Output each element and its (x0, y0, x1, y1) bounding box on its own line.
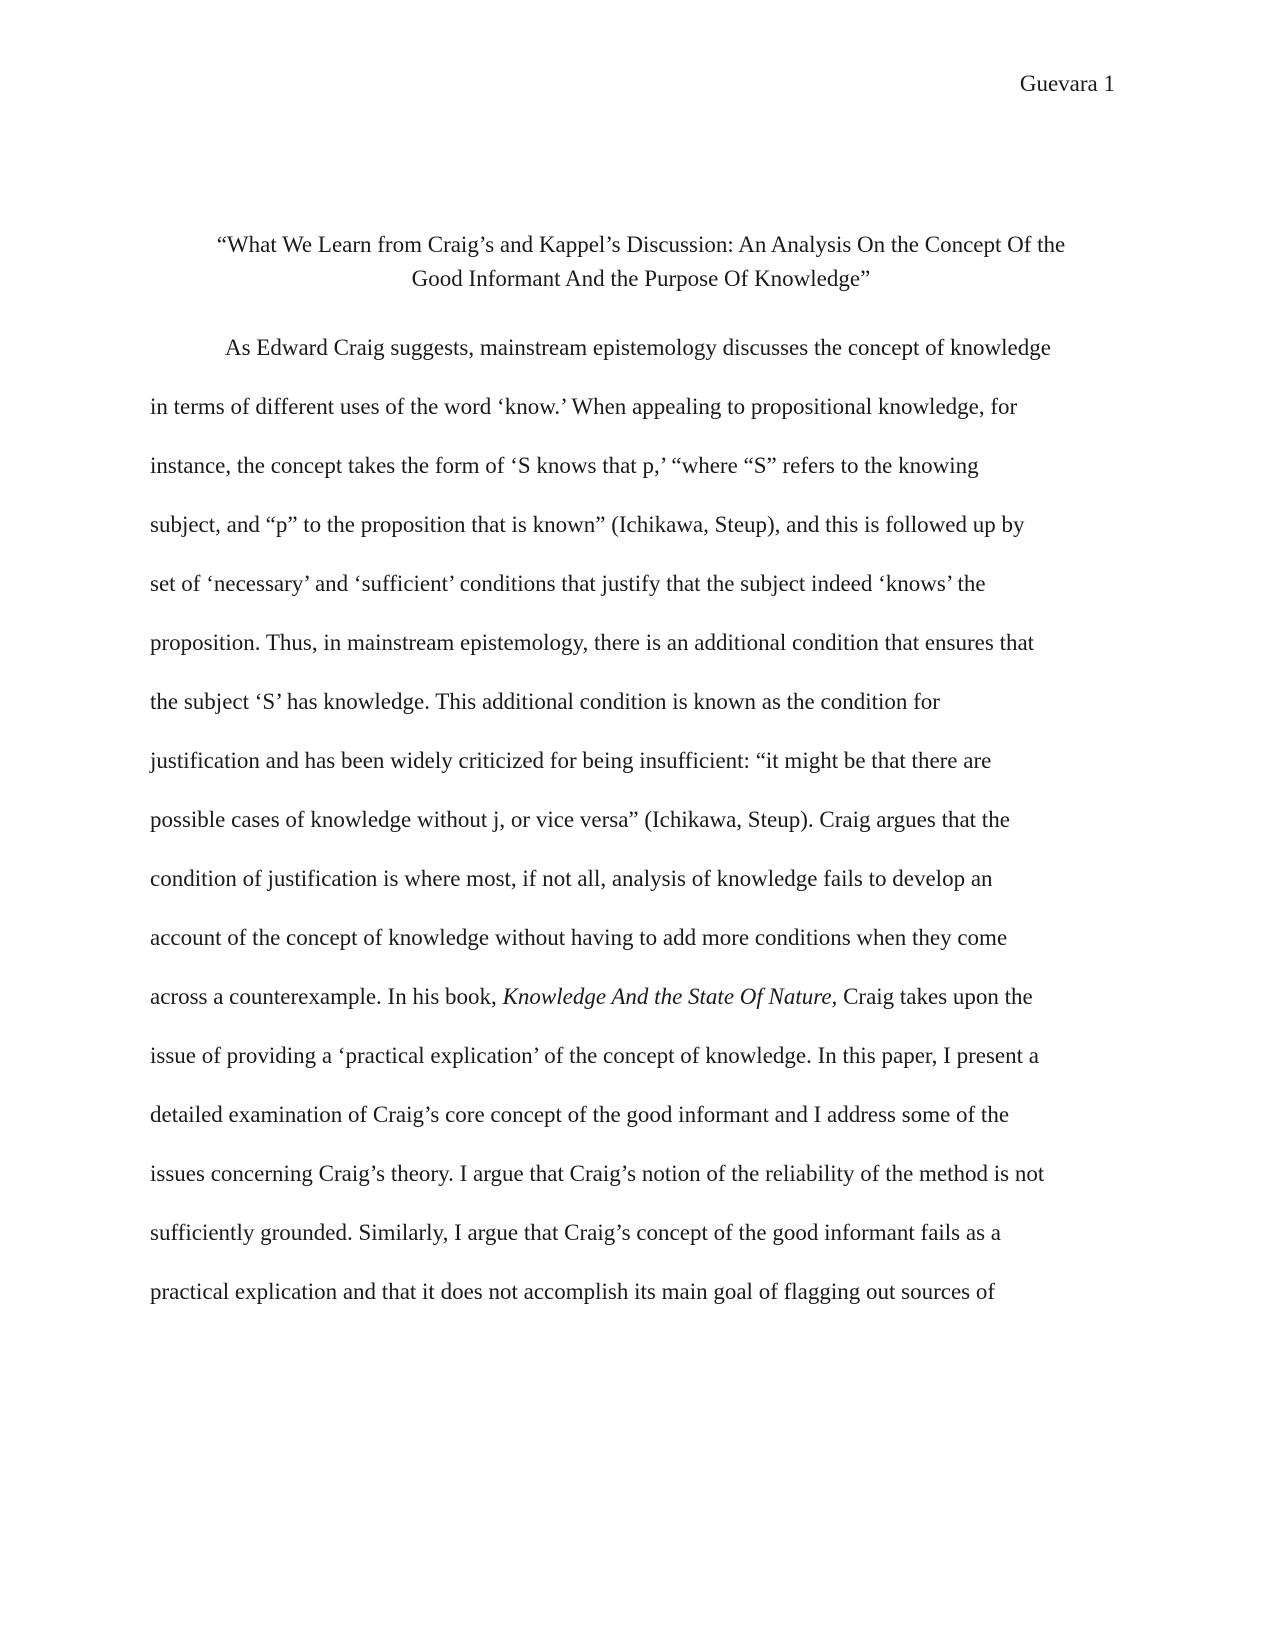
body-line-12-text-after: Craig takes upon the (837, 984, 1033, 1009)
body-line-3: instance, the concept takes the form of ‘S knows that p,’ “where “S” refers to the knowing (150, 453, 979, 478)
body-line-13: issue of providing a ‘practical explication’ of the concept of knowledge. In this paper, I present a (150, 1043, 1039, 1068)
body-line-12-text-before: across a counterexample. In his book, (150, 984, 503, 1009)
body-line-4: subject, and “p” to the proposition that is known” (Ichikawa, Steup), and this is followed up by (150, 512, 1025, 537)
essay-title-line-2: Good Informant And the Purpose Of Knowledge” (411, 266, 871, 291)
body-line-12 (150, 967, 1135, 1026)
page-header: Guevara 1 (1019, 71, 1115, 96)
body-line-11: account of the concept of knowledge without having to add more conditions when they come (150, 925, 1008, 950)
body-line-9: possible cases of knowledge without j, or vice versa” (Ichikawa, Steup). Craig argues that the (150, 807, 1010, 832)
book-title-italic: Knowledge And the State Of Nature, (502, 984, 838, 1009)
body-line-2: in terms of different uses of the word ‘know.’ When appealing to propositional knowledge, for (150, 394, 1018, 419)
body-line-10: condition of justification is where most, if not all, analysis of knowledge fails to develop an (150, 866, 993, 891)
essay-title (150, 228, 1132, 296)
body-line-17: practical explication and that it does not accomplish its main goal of flagging out sources of (150, 1279, 996, 1304)
body-line-5: set of ‘necessary’ and ‘sufficient’ conditions that justify that the subject indeed ‘knows’ the (150, 571, 986, 596)
body-line-8: justification and has been widely criticized for being insufficient: “it might be that there are (150, 748, 992, 773)
essay-body (150, 318, 1135, 1321)
body-line-7: the subject ‘S’ has knowledge. This additional condition is known as the condition for (150, 689, 940, 714)
body-line-14: detailed examination of Craig’s core concept of the good informant and I address some of the (150, 1102, 1010, 1127)
essay-title-line-1: “What We Learn from Craig’s and Kappel’s Discussion: An Analysis On the Concept Of the (216, 232, 1066, 257)
body-line-15: issues concerning Craig’s theory. I argue that Craig’s notion of the reliability of the method is not (150, 1161, 1045, 1186)
body-line-16: sufficiently grounded. Similarly, I argue that Craig’s concept of the good informant fails as a (150, 1220, 1001, 1245)
body-line-6: proposition. Thus, in mainstream epistemology, there is an additional condition that ensures that (150, 630, 1035, 655)
body-line-1: As Edward Craig suggests, mainstream epistemology discusses the concept of knowledge (225, 335, 1051, 360)
